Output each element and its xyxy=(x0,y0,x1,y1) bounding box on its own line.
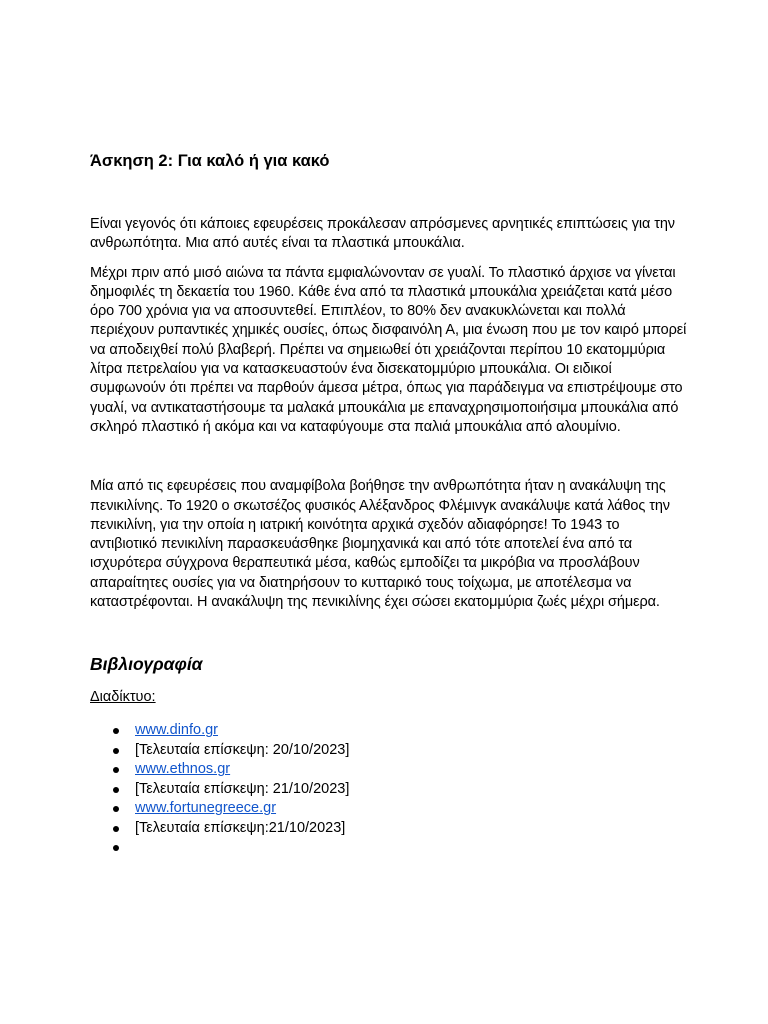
link-fortunegreece[interactable]: www.fortunegreece.gr xyxy=(135,800,277,817)
paragraph-plastic-bottles: Μέχρι πριν από μισό αιώνα τα πάντα εμφιαλώνονταν σε γυαλί. Το πλαστικό άρχισε να γίνεται δημοφιλές τη δεκαετία του 1960. Κάθε ένα από τα πλαστικά μπουκάλια χρειάζεται κατά μέσο όρο 700 χρόνια για να αποσυντεθεί. Επιπλέον, το 80% δεν ανακυκλώνεται και πολλά περιέχουν ρυπαντικές χημικές ουσίες, όπως δισφαινόλη Α, μια ένωση που με τον καιρό μπορεί να αποδειχθεί πολύ βλαβερή. Πρέπει να σημειωθεί ότι χρειάζονται περίπου 10 εκατομμύρια λίτρα πετρελαίου για να κατασκευαστούν ένα δισεκατομμύριο μπουκάλια. Οι ειδικοί συμφωνούν ότι πρέπει να παρθούν άμεσα μέτρα, όπως για παράδειγμα να επιστρέψουμε στο γυαλί, να αντικαταστήσουμε τα μαλακά μπουκάλια με επαναχρησιμοποιήσιμα μπουκάλια από σκληρό πλαστικό ή ακόμα και να καταφύγουμε στα παλιά μπουκάλια από αλουμίνιο. xyxy=(90,264,687,435)
reference-item xyxy=(90,799,690,819)
bullet-icon xyxy=(113,767,119,773)
last-visit-text: [Τελευταία επίσκεψη: 21/10/2023] xyxy=(135,780,350,797)
reference-item xyxy=(90,780,690,800)
reference-item-empty xyxy=(90,838,690,858)
paragraph-penicillin: Μία από τις εφευρέσεις που αναμφίβολα βοήθησε την ανθρωπότητα ήταν η ανακάλυψη της πενικιλίνης. Το 1920 ο σκωτσέζος φυσικός Αλέξανδρος Φλέμινγκ ανακάλυψε κατά λάθος την πενικιλίνη, για την οποία η ιατρική κοινότητα αρχικά σχεδόν αδιαφόρησε! Το 1943 το αντιβιοτικό πενικιλίνη παρασκευάσθηκε βιομηχανικά και από τότε αποτελεί ένα από τα ισχυρότερα σύγχρονα θεραπευτικά μέσα, καθώς εμποδίζει τα μικρόβια να προσλάβουν απαραίτητες ουσίες για να διατηρήσουν το κυτταρικό τους τοίχωμα, με αποτέλεσμα να καταστρέφονται. Η ανακάλυψη της πενικιλίνης έχει σώσει εκατομμύρια ζωές μέχρι σήμερα. xyxy=(90,478,670,611)
link-dinfo[interactable]: www.dinfo.gr xyxy=(135,722,219,739)
last-visit-text: [Τελευταία επίσκεψη: 20/10/2023] xyxy=(135,741,350,758)
bullet-icon xyxy=(113,787,119,793)
reference-item xyxy=(90,760,690,780)
last-visit-text: [Τελευταία επίσκεψη:21/10/2023] xyxy=(135,819,346,836)
link-ethnos[interactable]: www.ethnos.gr xyxy=(135,761,231,778)
internet-label: Διαδίκτυο: xyxy=(90,689,156,706)
paragraph-intro: Είναι γεγονός ότι κάποιες εφευρέσεις προκάλεσαν απρόσμενες αρνητικές επιπτώσεις για την ανθρωπότητα. Μια από αυτές είναι τα πλαστικά μπουκάλια. xyxy=(90,216,675,252)
reference-item xyxy=(90,741,690,761)
bullet-icon xyxy=(113,845,119,851)
reference-list xyxy=(90,721,690,858)
document-page xyxy=(90,150,690,858)
bullet-icon xyxy=(113,748,119,754)
bullet-icon xyxy=(113,728,119,734)
bibliography-heading: Βιβλιογραφία xyxy=(90,654,203,675)
reference-item xyxy=(90,721,690,741)
document-title: Άσκηση 2: Για καλό ή για κακό xyxy=(90,152,330,170)
bullet-icon xyxy=(113,806,119,812)
reference-item xyxy=(90,819,690,839)
bullet-icon xyxy=(113,826,119,832)
